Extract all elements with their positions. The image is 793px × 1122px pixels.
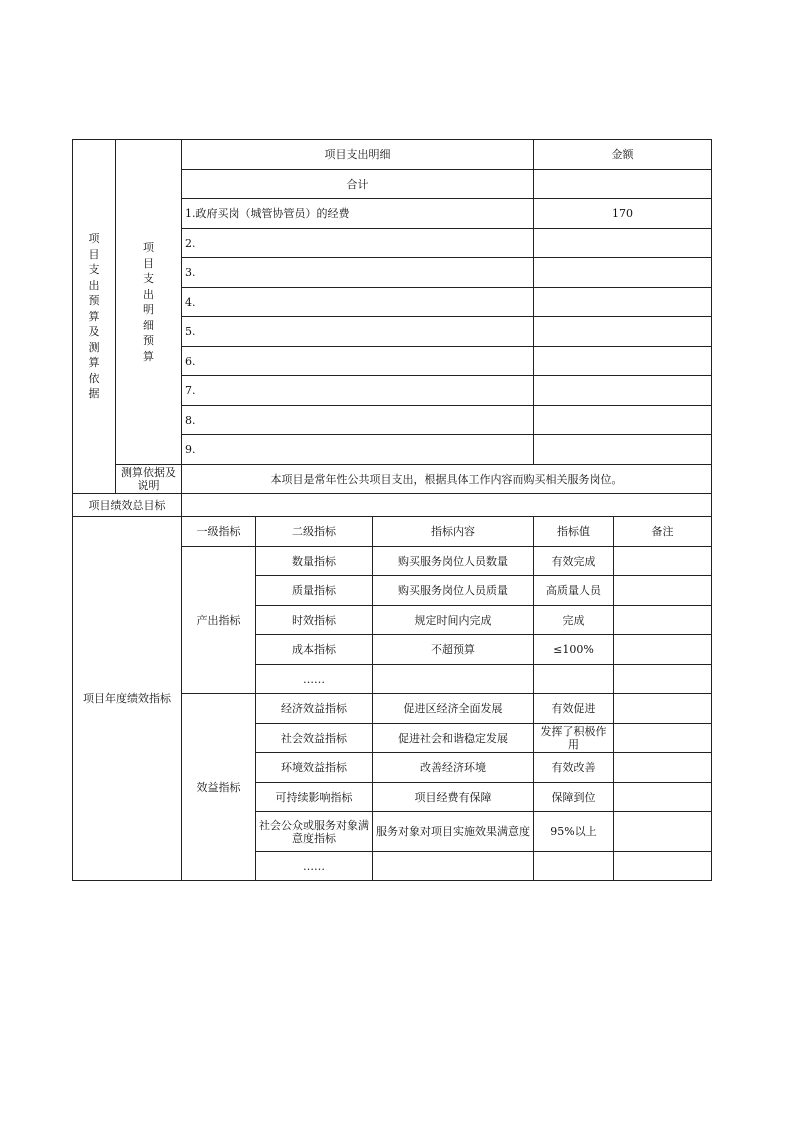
header-detail: 项目支出明细: [182, 140, 534, 170]
basis-label: 测算依据及说明: [116, 465, 182, 494]
indicator-level2: ……: [256, 665, 373, 694]
output-indicator-label: 产出指标: [182, 547, 256, 694]
budget-section-label-char: 依: [88, 371, 100, 385]
indicator-level2: 经济效益指标: [256, 694, 373, 724]
item-name: 1.政府买岗（城管协管员）的经费: [182, 199, 534, 229]
indicator-value: [534, 665, 614, 694]
basis-text: 本项目是常年性公共项目支出，根据具体工作内容而购买相关服务岗位。: [182, 465, 712, 494]
indicator-remark: [614, 694, 712, 724]
detail-budget-label-char: 出: [143, 287, 154, 301]
item-amount: [534, 376, 712, 406]
performance-goal-value: [182, 494, 712, 517]
budget-section-label-char: 及: [88, 325, 100, 339]
item-name: 4.: [182, 288, 534, 317]
budget-section-label-text: [76, 231, 112, 402]
budget-section-label-char: 预: [88, 294, 100, 308]
detail-budget-label: [116, 140, 182, 465]
indicator-remark: [614, 547, 712, 576]
indicator-content: 规定时间内完成: [373, 606, 534, 635]
indicator-value: 完成: [534, 606, 614, 635]
indicator-level2: 环境效益指标: [256, 753, 373, 783]
item-amount: [534, 435, 712, 465]
budget-section-label-char: 支: [88, 263, 100, 277]
indicator-value: 保障到位: [534, 783, 614, 812]
item-amount: [534, 406, 712, 435]
indicator-value: 发挥了积极作用: [534, 724, 614, 753]
indicator-remark: [614, 606, 712, 635]
item-amount: 170: [534, 199, 712, 229]
budget-section-label-char: 出: [88, 278, 100, 292]
detail-budget-label-char: 支: [143, 272, 154, 285]
indicators-label: 项目年度绩效指标: [73, 517, 182, 881]
budget-section-label-char: 算: [88, 309, 100, 323]
indicator-remark: [614, 576, 712, 606]
indicator-content: 改善经济环境: [373, 753, 534, 783]
indicator-remark: [614, 783, 712, 812]
performance-goal-label: 项目绩效总目标: [73, 494, 182, 517]
indicator-remark: [614, 724, 712, 753]
detail-budget-label-char: 明: [143, 303, 154, 316]
detail-budget-label-text: [119, 240, 178, 364]
indicator-value: 有效完成: [534, 547, 614, 576]
budget-section-label-char: 项: [88, 232, 100, 246]
budget-section-label-char: 算: [88, 356, 100, 370]
item-name: 2.: [182, 229, 534, 258]
indicator-content: 促进社会和谐稳定发展: [373, 724, 534, 753]
indicator-level2: 成本指标: [256, 635, 373, 665]
header-level2: 二级指标: [256, 517, 373, 547]
indicator-content: [373, 665, 534, 694]
budget-section-label-char: 据: [88, 387, 100, 401]
indicator-content: [373, 852, 534, 881]
indicator-content: 购买服务岗位人员质量: [373, 576, 534, 606]
header-value: 指标值: [534, 517, 614, 547]
indicator-level2: 社会效益指标: [256, 724, 373, 753]
indicator-value: 高质量人员: [534, 576, 614, 606]
item-name: 8.: [182, 406, 534, 435]
indicator-remark: [614, 635, 712, 665]
detail-budget-label-char: 目: [143, 256, 154, 270]
indicator-value: 有效促进: [534, 694, 614, 724]
budget-section-label-char: 目: [88, 247, 100, 261]
indicator-remark: [614, 665, 712, 694]
budget-section-label-char: 测: [88, 340, 100, 354]
header-level1: 一级指标: [182, 517, 256, 547]
indicator-value: [534, 852, 614, 881]
item-amount: [534, 317, 712, 347]
item-name: 6.: [182, 347, 534, 376]
item-name: 7.: [182, 376, 534, 406]
indicator-level2: ……: [256, 852, 373, 881]
budget-section-label: [73, 140, 116, 494]
indicator-remark: [614, 812, 712, 852]
detail-budget-label-char: 细: [143, 318, 154, 332]
item-amount: [534, 288, 712, 317]
indicator-remark: [614, 753, 712, 783]
header-content: 指标内容: [373, 517, 534, 547]
item-name: 5.: [182, 317, 534, 347]
header-amount: 金额: [534, 140, 712, 170]
budget-performance-form: [72, 139, 712, 881]
total-label: 合计: [182, 170, 534, 199]
indicator-level2: 可持续影响指标: [256, 783, 373, 812]
indicator-remark: [614, 852, 712, 881]
indicator-content: 不超预算: [373, 635, 534, 665]
indicator-value: ≤100%: [534, 635, 614, 665]
benefit-indicator-label: 效益指标: [182, 694, 256, 881]
indicator-level2: 数量指标: [256, 547, 373, 576]
item-amount: [534, 258, 712, 288]
indicator-level2: 质量指标: [256, 576, 373, 606]
indicator-content: 项目经费有保障: [373, 783, 534, 812]
indicator-content: 服务对象对项目实施效果满意度: [373, 812, 534, 852]
header-remark: 备注: [614, 517, 712, 547]
indicator-content: 购买服务岗位人员数量: [373, 547, 534, 576]
detail-budget-label-char: 算: [143, 349, 154, 363]
item-amount: [534, 229, 712, 258]
indicator-content: 促进区经济全面发展: [373, 694, 534, 724]
indicator-value: 有效改善: [534, 753, 614, 783]
total-amount: [534, 170, 712, 199]
item-amount: [534, 347, 712, 376]
indicator-level2: 社会公众或服务对象满意度指标: [256, 812, 373, 852]
item-name: 3.: [182, 258, 534, 288]
item-name: 9.: [182, 435, 534, 465]
detail-budget-label-char: 项: [143, 241, 154, 254]
detail-budget-label-char: 预: [143, 334, 154, 347]
indicator-value: 95%以上: [534, 812, 614, 852]
indicator-level2: 时效指标: [256, 606, 373, 635]
